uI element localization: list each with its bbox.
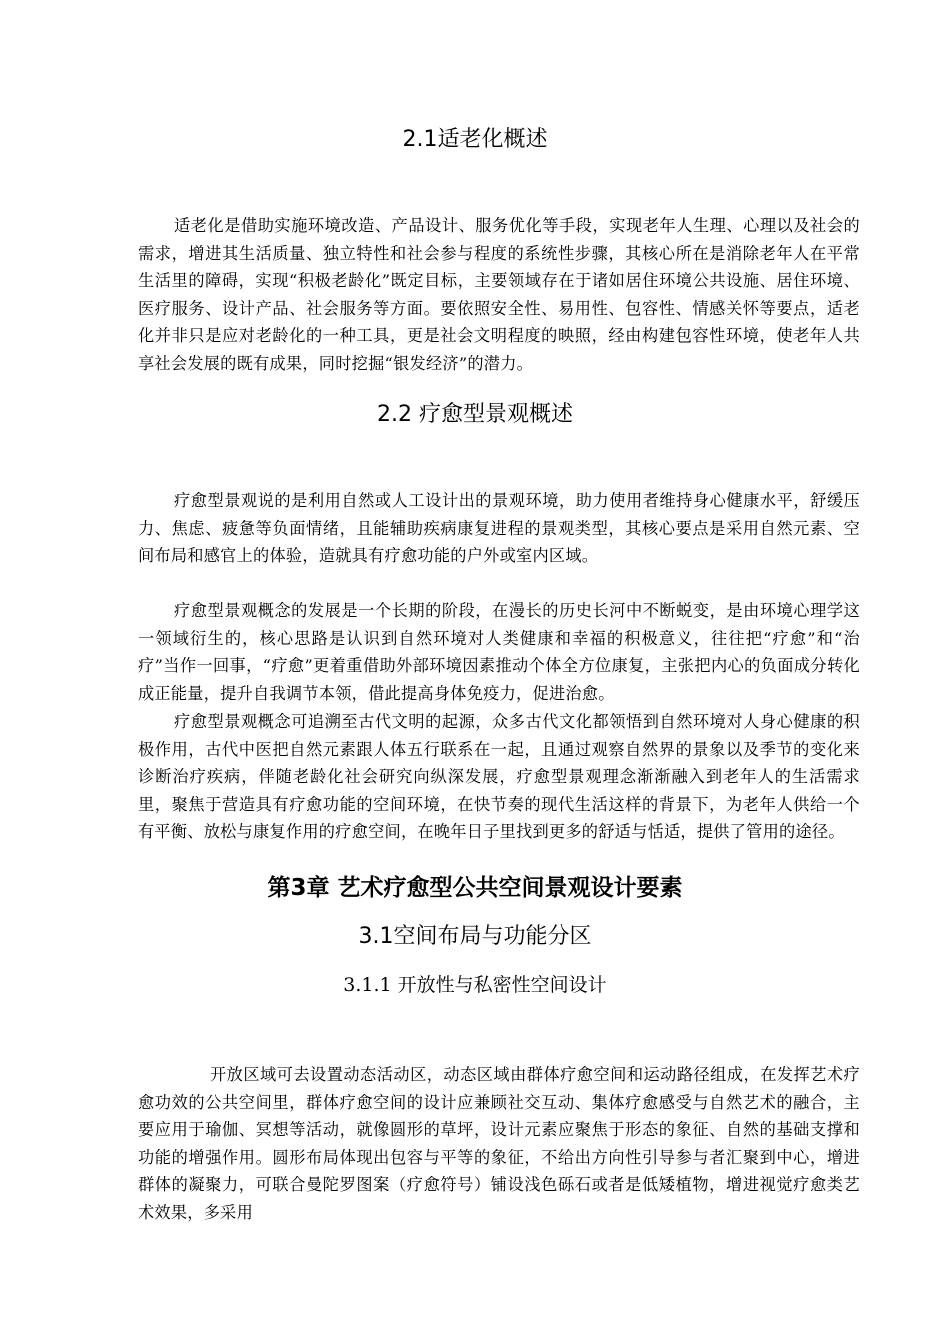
section-heading-2-1: 2.1适老化概述 (402, 127, 548, 152)
paragraph-2-1-1: 适老化是借助实施环境改造、产品设计、服务优化等手段，实现老年人生理、心理以及社会的需求，增进其生活质量、独立特性和社会参与程度的系统性步骤，其核心所在是消除老年人在平常生活里的障碍，实现“积极老龄化”既定目标，主要领域存在于诸如居住环境公共设施、居住环境、医疗服务、设计产品、社会服务等方面。要依照安全性、易用性、包容性、情感关怀等要点，适老化并非只是应对老龄化的一种工具，更是社会文明程度的映照，经由构建包容性环境，使老年人共享社会发展的既有成果，同时挖掘“银发经济”的潜力。 (138, 216, 860, 373)
paragraph-3-1-1-1: 开放区域可去设置动态活动区，动态区域由群体疗愈空间和运动路径组成，在发挥艺术疗愈功效的公共空间里，群体疗愈空间的设计应兼顾社交互动、集体疗愈感受与自然艺术的融合，主要应用于瑜伽、冥想等活动，就像圆形的草坪，设计元素应聚焦于形态的象征、自然的基础支撑和功能的增强作用。圆形布局体现出包容与平等的象征，不给出方向性引导参与者汇聚到中心，增进群体的凝聚力，可联合曼陀罗图案（疗愈符号）铺设浅色砾石或者是低矮植物，增进视觉疗愈类艺术效果，多采用 (138, 1065, 860, 1222)
paragraph-2-2-3: 疗愈型景观概念可追溯至古代文明的起源，众多古代文化都领悟到自然环境对人身心健康的积极作用，古代中医把自然元素跟人体五行联系在一起，且通过观察自然界的景象以及季节的变化来诊断治疗疾病，伴随老龄化社会研究向纵深发展，疗愈型景观理念渐渐融入到老年人的生活需求里，聚焦于营造具有疗愈功能的空间环境，在快节奏的现代生活这样的背景下，为老年人供给一个有平衡、放松与康复作用的疗愈空间，在晚年日子里找到更多的舒适与恬适，提供了管用的途径。 (138, 712, 860, 842)
paragraph-2-2-1: 疗愈型景观说的是利用自然或人工设计出的景观环境，助力使用者维持身心健康水平，舒缓压力、焦虑、疲惫等负面情绪，且能辅助疾病康复进程的景观类型，其核心要点是采用自然元素、空间布局和感官上的体验，造就具有疗愈功能的户外或室内区域。 (138, 491, 860, 566)
paragraph-2-2-2: 疗愈型景观概念的发展是一个长期的阶段，在漫长的历史长河中不断蜕变，是由环境心理学这一领域衍生的，核心思路是认识到自然环境对人类健康和幸福的积极意义，往往把“疗愈”和“治疗”当作一回事，“疗愈”更着重借助外部环境因素推动个体全方位康复，主张把内心的负面成分转化成正能量，提升自我调节本领，借此提高身体免疫力，促进治愈。 (138, 601, 860, 703)
section-heading-3-1: 3.1空间布局与功能分区 (358, 924, 592, 949)
section-heading-3-1-1: 3.1.1 开放性与私密性空间设计 (343, 974, 607, 996)
chapter-heading-3: 第3章 艺术疗愈型公共空间景观设计要素 (267, 875, 683, 901)
section-heading-2-2: 2.2 疗愈型景观概述 (377, 402, 573, 427)
